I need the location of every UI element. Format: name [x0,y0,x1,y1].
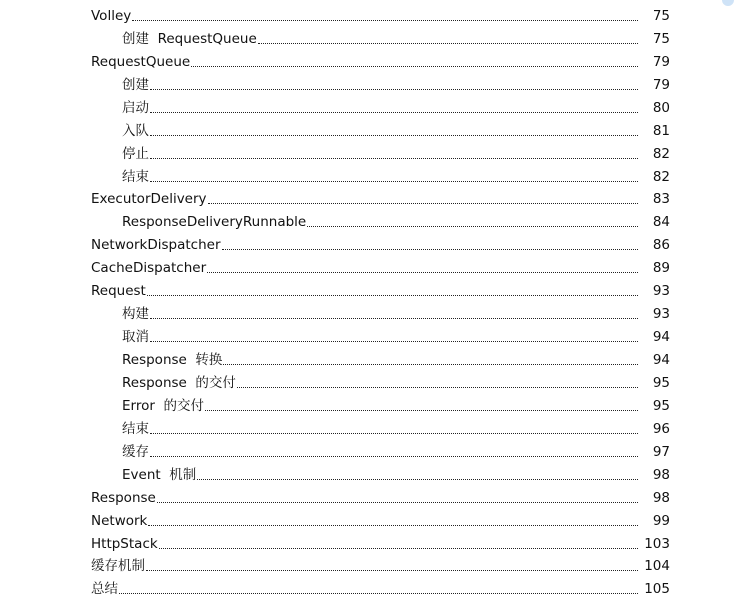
toc-entry-title: 结束 [122,168,149,185]
dot-leader [147,295,638,296]
dot-leader [258,43,638,44]
toc-entry-page-number: 80 [652,99,670,116]
toc-entry-title: Response 的交付 [122,374,236,391]
toc-entry-title: 创建 [122,76,149,93]
toc-entry[interactable] [0,394,738,417]
toc-entry[interactable] [0,96,738,119]
dot-leader [148,525,638,526]
toc-entry[interactable] [0,325,738,348]
toc-entry-page-number: 94 [652,352,670,368]
toc-entry-title: HttpStack [91,535,158,552]
toc-entry-title: Event 机制 [122,466,197,483]
toc-entry-page-number: 94 [652,329,670,346]
toc-entry-page-number: 82 [652,168,670,185]
toc-entry-title: RequestQueue [91,53,191,70]
toc-entry-title: ExecutorDelivery [91,191,207,208]
toc-entry-title: 结束 [122,420,149,437]
toc-entry-title: 停止 [122,145,149,162]
toc-entry-title: 创建 RequestQueue [122,30,257,47]
toc-entry-page-number: 81 [652,122,670,139]
toc-entry-page-number: 104 [644,558,670,575]
dot-leader [146,570,638,571]
dot-leader [150,433,638,434]
toc-entry-title: 缓存机制 [91,558,145,575]
dot-leader [237,387,638,388]
dot-leader [119,593,638,594]
toc-entry-title: CacheDispatcher [91,260,207,277]
dot-leader [157,502,638,503]
toc-entry[interactable] [0,50,738,73]
toc-entry-page-number: 103 [644,535,670,552]
toc-entry-page-number: 93 [652,283,670,300]
dot-leader [159,548,638,549]
toc-entry[interactable] [0,577,738,600]
toc-entry[interactable] [0,440,738,463]
toc-entry-page-number: 83 [652,191,670,208]
toc-entry[interactable] [0,371,738,394]
toc-entry-page-number: 95 [652,397,670,414]
toc-entry-page-number: 75 [652,30,670,47]
toc-entry-page-number: 97 [652,443,670,460]
dot-leader [197,479,638,480]
dot-leader [223,364,638,365]
toc-entry-title: 总结 [91,581,118,598]
toc-entry-page-number: 98 [652,466,670,483]
dot-leader [150,181,638,182]
toc-entry-title: ResponseDeliveryRunnable [122,214,307,231]
toc-entry-page-number: 86 [652,237,670,254]
toc-entry[interactable] [0,463,738,486]
toc-entry[interactable] [0,165,738,188]
toc-entry-page-number: 84 [652,214,670,231]
table-of-contents [0,4,738,600]
toc-entry-page-number: 99 [652,512,670,529]
toc-entry-title: 入队 [122,122,149,139]
dot-leader [150,341,638,342]
toc-entry[interactable] [0,532,738,555]
toc-entry[interactable] [0,27,738,50]
toc-entry-title: Network [91,512,148,529]
dot-leader [307,226,638,227]
toc-entry-title: 缓存 [122,443,149,460]
toc-entry-page-number: 89 [652,260,670,277]
toc-entry-title: NetworkDispatcher [91,237,221,254]
toc-entry[interactable] [0,256,738,279]
toc-entry-page-number: 75 [652,7,670,24]
toc-entry-title: 构建 [122,306,149,323]
dot-leader [208,203,638,204]
toc-entry[interactable] [0,509,738,532]
toc-entry-page-number: 82 [652,145,670,162]
dot-leader [150,112,638,113]
dot-leader [205,410,638,411]
toc-entry-page-number: 96 [652,420,670,437]
toc-entry-title: Request [91,283,146,300]
dot-leader [150,158,638,159]
toc-entry-page-number: 79 [652,53,670,70]
toc-entry[interactable] [0,210,738,233]
dot-leader [222,249,638,250]
toc-entry-title: 启动 [122,99,149,116]
toc-entry[interactable] [0,73,738,96]
dot-leader [150,318,638,319]
toc-entry-title: Response [91,489,156,506]
toc-entry-page-number: 79 [652,76,670,93]
dot-leader [207,272,638,273]
dot-leader [191,66,638,67]
toc-entry-title: Volley [91,7,132,24]
toc-entry[interactable] [0,555,738,578]
toc-entry[interactable] [0,486,738,509]
toc-entry[interactable] [0,417,738,440]
toc-entry[interactable] [0,279,738,302]
toc-entry-title: Error 的交付 [122,397,204,414]
toc-entry[interactable] [0,4,738,27]
toc-entry-title: Response 转换 [122,352,223,368]
toc-entry[interactable] [0,119,738,142]
toc-entry[interactable] [0,302,738,325]
dot-leader [150,135,638,136]
toc-entry[interactable] [0,233,738,256]
toc-entry-title: 取消 [122,329,149,346]
toc-entry-page-number: 105 [644,581,670,598]
dot-leader [132,20,638,21]
dot-leader [150,456,638,457]
toc-entry-page-number: 93 [652,306,670,323]
toc-entry[interactable] [0,188,738,211]
toc-entry-page-number: 95 [652,374,670,391]
dot-leader [150,89,638,90]
toc-entry[interactable] [0,348,738,371]
toc-entry[interactable] [0,142,738,165]
toc-entry-page-number: 98 [652,489,670,506]
